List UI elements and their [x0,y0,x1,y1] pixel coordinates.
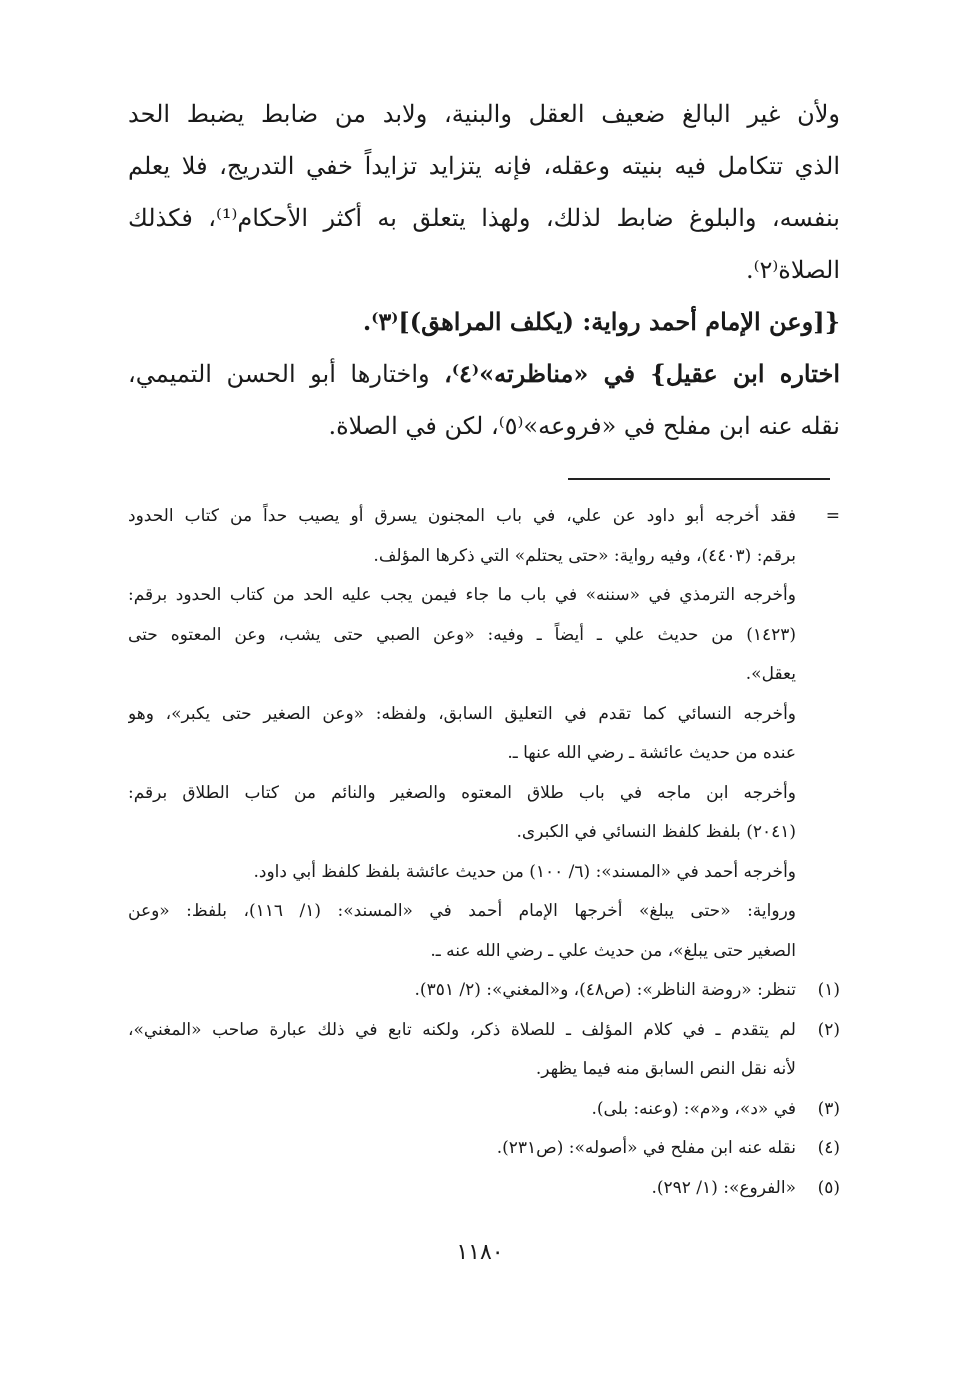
footnote-line: نقله عنه ابن مفلح في «أصوله»: (ص٢٣١). [496,1138,796,1158]
footnote-line: يعقل». [745,664,796,684]
text-line: بنفسه، والبلوغ ضابط لذلك، ولهذا يتعلق به أكثر الأحكام⁽¹⁾، فكذلك [128,204,840,232]
continuation-marker: = [825,506,840,526]
footnote-content [128,1090,796,1130]
footnote-marker: (٢) [817,1019,840,1040]
text-line: {[وعن الإمام أحمد رواية: (يكلف المراهق)]⁽٣⁾. [362,307,840,336]
footnote-line: (٢٠٤١) بلفظ كلفظ النسائي في الكبرى. [516,822,796,842]
footnote-line: في «د»، و«م»: (وعنه: بلى). [591,1098,796,1119]
page-number: ١١٨٠ [456,1240,504,1265]
footnote-line: وأخرجه ابن ماجه في باب طلاق المعتوه والصغير والنائم من كتاب الطلاق برقم: [128,782,796,803]
footnote-content [128,1129,796,1169]
footnote-line: فقد أخرجه أبو داود عن علي، في باب المجنون يسرق أو يصيب حداً من كتاب الحدود [128,506,796,526]
footnote-line: عنده من حديث عائشة ـ رضي الله عنها ـ. [507,743,796,763]
footnote-line: وأخرجه الترمذي في «سننه» في باب ما جاء فيمن يجب عليه الحد من كتاب الحدود برقم: [128,585,796,605]
footnote-content [128,1169,796,1209]
footnotes [128,497,840,1208]
footnote-content [128,1011,796,1090]
text-rest: واختارها أبو الحسن التميمي، [128,360,430,388]
footnote-line: لم يتقدم ـ في كلام المؤلف ـ للصلاة ذكر، ولكنه تابع في ذلك عبارة صاحب «المغني»، [128,1019,796,1040]
text-line: الذي تتكامل فيه بنيته وعقله، فإنه يتزايد تزايداً خفي التدريج، فلا يعلم [128,152,840,180]
footnote-line: «الفروع»: (١/ ٢٩٢). [651,1177,796,1198]
footnote-3 [128,1090,840,1130]
footnote-separator [568,478,830,480]
paragraph-1 [128,88,840,296]
text-line: الصلاة⁽٢⁾. [745,256,840,284]
footnote-line: تنظر: «روضة الناظر»: (ص٤٨)، و«المغني»: (٢/ ٣٥١). [414,980,796,1000]
text-line: نقله عنه ابن مفلح في «فروعه»⁽٥⁾، لكن في الصلاة. [328,412,840,440]
footnote-line: لأنه نقل النص السابق منه فيما يظهر. [535,1059,796,1079]
paragraph-2 [128,296,840,348]
paragraph-3 [128,348,840,452]
footnote-marker: (١) [817,980,840,1000]
footnote-line: وأخرجه أحمد في «المسند»: (٦/ ١٠٠) من حديث عائشة بلفظ كلفظ أبي داود. [253,861,796,882]
text-lead: اختاره ابن عقيل} في «مناظرته»⁽٤⁾، [444,359,840,388]
footnote-line: الصغير حتى يبلغ»، من حديث علي ـ رضي الله عنه ـ. [430,940,796,961]
footnote-line: برقم: (٤٤٠٣)، وفيه رواية: «حتى يحتلم» التي ذكرها المؤلف. [373,545,796,566]
text-line [128,348,840,400]
footnote-line: (١٤٢٣) من حديث علي ـ أيضاً ـ وفيه: «وعن الصبي حتى يشب، وعن المعتوه حتى [128,624,796,645]
footnote-marker: (٥) [817,1177,840,1198]
main-text [128,88,840,452]
footnote-line: ورواية: «حتى يبلغ» أخرجها الإمام أحمد في «المسند»: (١/ ١١٦)، بلفظ: «وعن [128,901,796,921]
footnote-continuation [128,497,840,971]
text-line: ولأن غير البالغ ضعيف العقل والبنية، ولابد من ضابط يضبط الحد [128,100,840,128]
footnote-2 [128,1011,840,1090]
footnote-marker: (٣) [817,1098,840,1119]
footnote-5 [128,1169,840,1209]
footnote-4 [128,1129,840,1169]
footnote-content [128,971,796,1011]
footnote-line: وأخرجه النسائي كما تقدم في التعليق السابق، ولفظه: «وعن الصغير حتى يكبر»، وهو [128,703,796,724]
footnote-content [128,497,796,971]
footnote-marker: (٤) [817,1138,840,1158]
footnote-1 [128,971,840,1011]
